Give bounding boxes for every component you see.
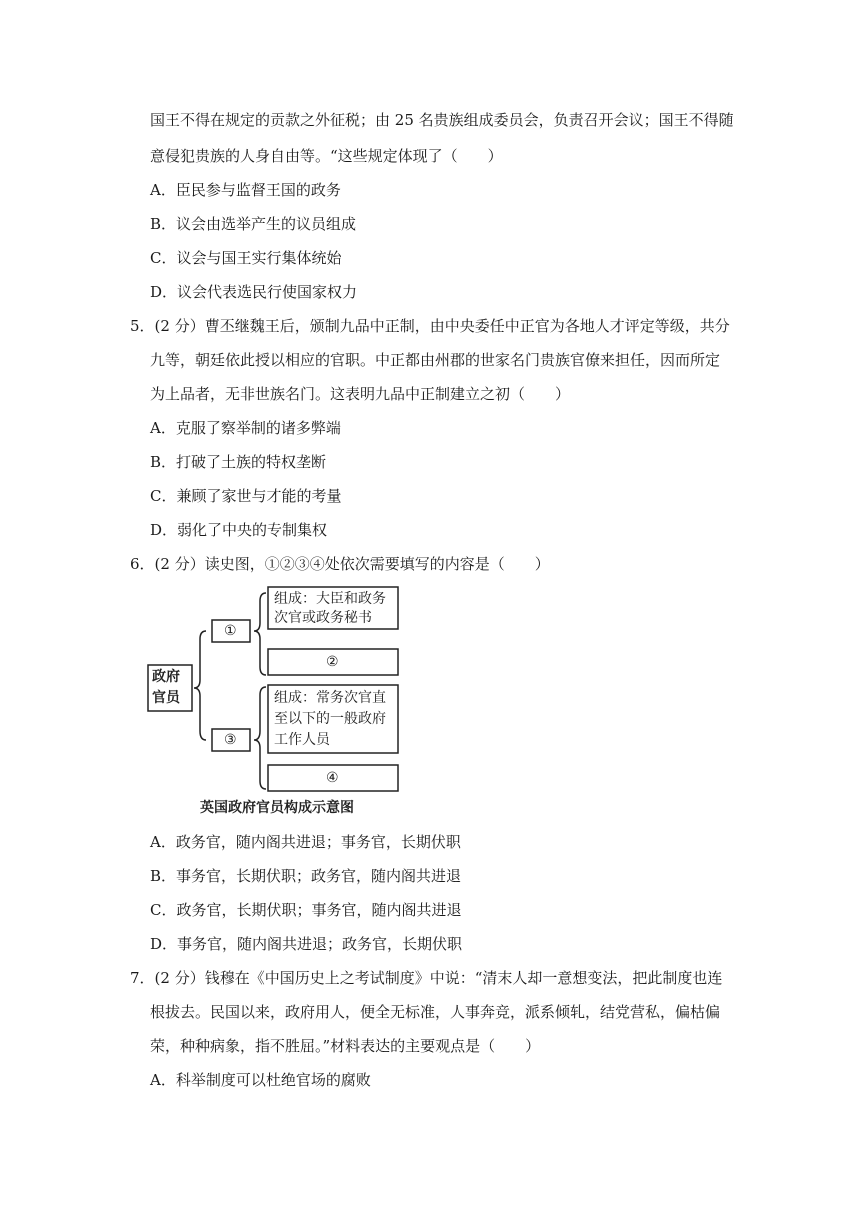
question-6-option-a[interactable]: A．政务官，随内阁共进退；事务官，长期伏职 [150, 833, 461, 851]
question-6-option-c[interactable]: C．政务官，长期伏职；事务官，随内阁共进退 [150, 901, 462, 919]
diagram-lower-brace [254, 687, 266, 789]
diagram-caption: 英国政府官员构成示意图 [200, 800, 354, 816]
question-5-option-d[interactable]: D．弱化了中央的专制集权 [150, 521, 328, 539]
question-5-text-line: 为上品者，无非世族名门。这表明九品中正制建立之初（ ） [150, 385, 571, 403]
question-6-option-b[interactable]: B．事务官，长期伏职；政务官，随内阁共进退 [150, 867, 462, 885]
diagram-node-2-label: ② [326, 654, 339, 670]
diagram-box-1-line1: 组成：大臣和政务 [274, 591, 386, 607]
diagram-node-4-label: ④ [326, 770, 339, 786]
diagram-main-brace [194, 631, 206, 740]
diagram-box-3-line2: 至以下的一般政府 [274, 711, 386, 727]
question-7-option-a[interactable]: A．科举制度可以杜绝官场的腐败 [150, 1071, 371, 1089]
diagram-node-3-label: ③ [224, 732, 237, 748]
question-5-stem: 5．(2 分）曹丕继魏王后，颁制九品中正制，由中央委任中正官为各地人才评定等级，共分 [130, 317, 730, 335]
question-4-option-b[interactable]: B．议会由选举产生的议员组成 [150, 215, 357, 233]
question-7-stem: 7．(2 分）钱穆在《中国历史上之考试制度》中说：“清末人却一意想变法，把此制度也连 [130, 969, 723, 987]
question-5-option-b[interactable]: B．打破了土族的特权垄断 [150, 453, 327, 471]
question-4-option-c[interactable]: C．议会与国王实行集体统始 [150, 249, 342, 267]
question-5-option-c[interactable]: C．兼顾了家世与才能的考量 [150, 487, 342, 505]
question-6-stem: 6．(2 分）读史图，①②③④处依次需要填写的内容是（ ） [130, 555, 550, 573]
government-officials-diagram [140, 585, 410, 823]
question-7-text-line: 根拔去。民国以来，政府用人，便全无标准，人事奔竞，派系倾轧，结党营私，偏枯偏 [150, 1003, 721, 1021]
question-4-text-line: 国王不得在规定的贡款之外征税；由 25 名贵族组成委员会，负责召开会议；国王不得随 [150, 111, 734, 129]
question-5-option-a[interactable]: A．克服了察举制的诸多弊端 [150, 419, 341, 437]
diagram-box-3-line3: 工作人员 [274, 732, 330, 748]
diagram-box-3-line1: 组成：常务次官直 [274, 690, 386, 706]
question-7-text-line: 荣，种种病象，指不胜屈。”材料表达的主要观点是（ ） [150, 1037, 541, 1055]
question-4-text-line: 意侵犯贵族的人身自由等。“这些规定体现了（ ） [150, 147, 503, 165]
question-6-option-d[interactable]: D．事务官，随内阁共进退；政务官，长期伏职 [150, 935, 463, 953]
question-4-option-a[interactable]: A．臣民参与监督王国的政务 [150, 181, 341, 199]
diagram-upper-brace [254, 593, 266, 675]
diagram-root-label-line2: 官员 [152, 690, 180, 706]
diagram-box-1-line2: 次官或政务秘书 [274, 610, 372, 626]
question-5-text-line: 九等，朝廷依此授以相应的官职。中正都由州郡的世家名门贵族官僚来担任，因而所定 [150, 351, 721, 369]
diagram-root-label-line1: 政府 [152, 669, 180, 685]
question-4-option-d[interactable]: D．议会代表选民行使国家权力 [150, 283, 358, 301]
diagram-node-1-label: ① [224, 623, 237, 639]
